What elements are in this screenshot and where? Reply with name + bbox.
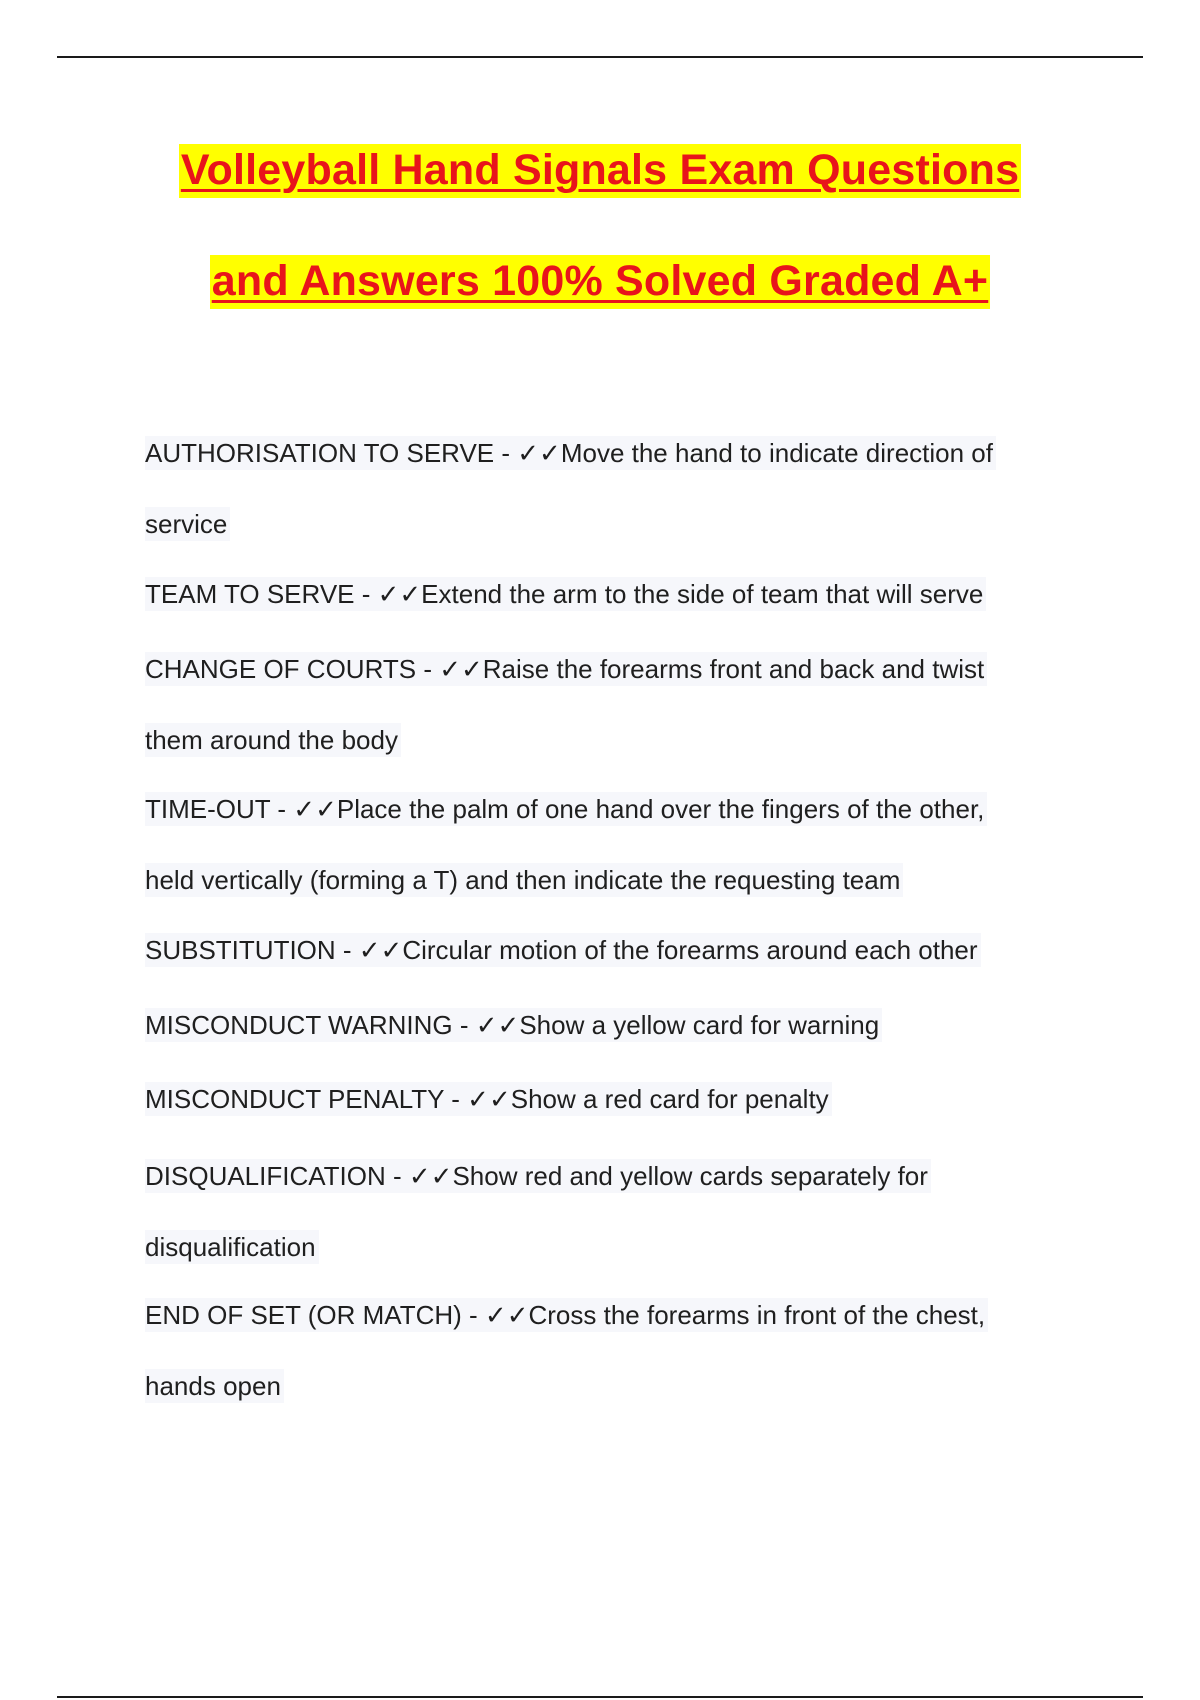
qa-line: AUTHORISATION TO SERVE - ✓✓Move the hand to indicate direction of <box>145 436 996 470</box>
qa-line: MISCONDUCT WARNING - ✓✓Show a yellow card for warning <box>145 1008 882 1042</box>
document-title-line-2 <box>0 257 1200 306</box>
title-text-2: and Answers 100% Solved Graded A+ <box>210 255 991 309</box>
qa-line: held vertically (forming a T) and then indicate the requesting team <box>145 863 903 897</box>
qa-line: disqualification <box>145 1230 319 1264</box>
bottom-rule <box>57 1696 1143 1698</box>
top-rule <box>57 56 1143 58</box>
title-text-1: Volleyball Hand Signals Exam Questions <box>179 144 1021 198</box>
qa-line: TEAM TO SERVE - ✓✓Extend the arm to the side of team that will serve <box>145 577 986 611</box>
qa-line: SUBSTITUTION - ✓✓Circular motion of the forearms around each other <box>145 933 981 967</box>
qa-line: CHANGE OF COURTS - ✓✓Raise the forearms front and back and twist <box>145 652 987 686</box>
qa-line: service <box>145 507 230 541</box>
qa-line: TIME-OUT - ✓✓Place the palm of one hand over the fingers of the other, <box>145 792 987 826</box>
qa-line: DISQUALIFICATION - ✓✓Show red and yellow cards separately for <box>145 1159 931 1193</box>
qa-line: END OF SET (OR MATCH) - ✓✓Cross the forearms in front of the chest, <box>145 1298 988 1332</box>
qa-line: them around the body <box>145 723 401 757</box>
qa-line: MISCONDUCT PENALTY - ✓✓Show a red card for penalty <box>145 1082 832 1116</box>
document-title-line-1 <box>0 146 1200 195</box>
qa-line: hands open <box>145 1369 284 1403</box>
